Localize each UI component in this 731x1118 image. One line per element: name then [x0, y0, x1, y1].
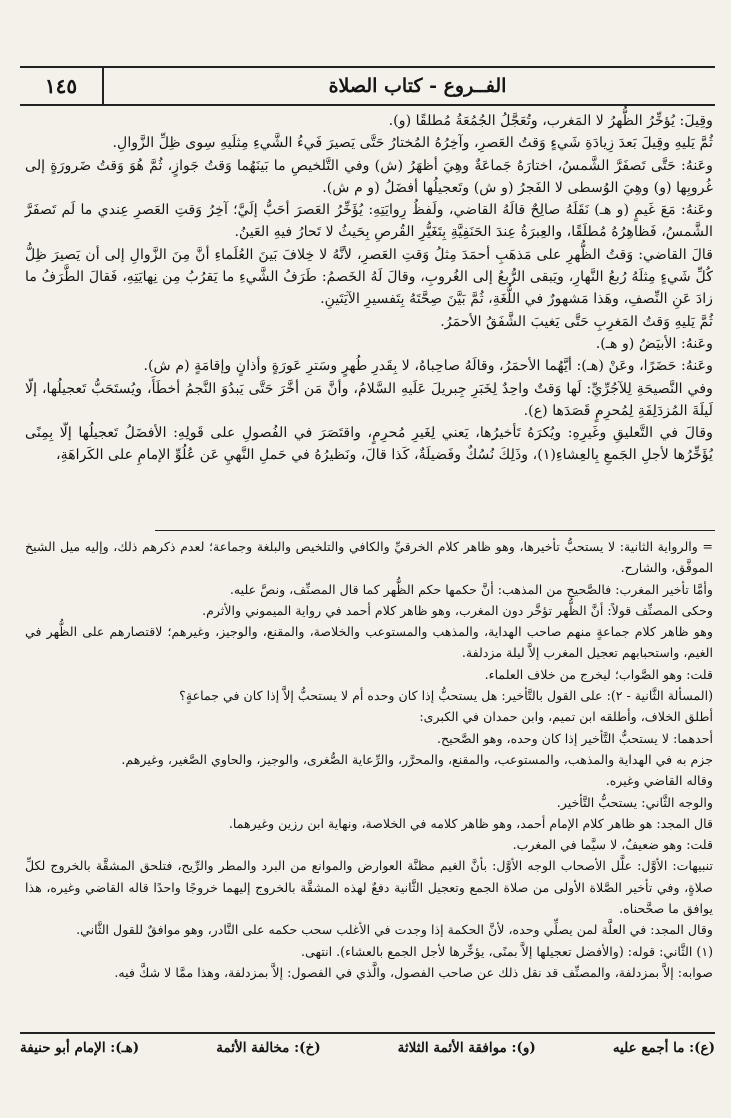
symbol-legend — [20, 1036, 715, 1060]
note-paragraph: تنبيهات: الأوَّل: علَّل الأصحاب الوجه الأوَّل: بأنَّ الغيم مظنَّة العوارض والموانع من البرد والمطر والرِّيح، فتلحق المشقَّة بالخروج لكلِّ صلاةٍ، وفي تأخير الصَّلاة الأولى من صلاة الجمع وتعجيل الثَّانية دفعٌ لهذه المشقَّة بالخروج إليهما خروجًا واحدًا قاله القاضي وغيره، هذا يوافق ما صحَّحناه. — [25, 858, 713, 917]
legend-item: (ع): ما أجمع عليه — [612, 1040, 715, 1056]
note-paragraph: قلت: وهو ضعيفٌ، لا سيَّما في المغرب. — [512, 837, 713, 853]
legend-item: (و): موافقة الأئمة الثلاثة — [397, 1040, 536, 1056]
note-paragraph: وقاله القاضي وغيره. — [605, 773, 713, 789]
main-paragraph: وعَنهُ: مَعَ غَيمٍ (و هـ) نَقَلَهُ صالِحٌ قالَهُ القاضي، ولَفظُ رِوايَتِهِ: يُؤَخِّرُ العَصرَ أحَبُّ إلَيَّ؛ آخِرُ وَقتِ العَصرِ عِندي ما لَم تَصفَرَّ الشَّمسُ، فَظاهِرُهُ مُطلَقًا، والعِبرَةُ عِندَ الحَنَفِيَّةِ بِتَغَيُّرِ القُرصِ بِحَيثُ لا تَحارُ فيهِ العَينُ. — [25, 202, 713, 241]
note-paragraph: جزم به في الهداية والمذهب، والمستوعب، والمقنع، والمحرَّر، والرِّعاية الصُّغرى، والوجيز، والحاوي الصَّغير، وغيرهم. — [121, 751, 713, 767]
note-paragraph: وأمَّا تأخير المغرب: فالصَّحيح من المذهب: أنَّ حكمها حكم الظُّهر كما قال المصنِّف، ونصَّ عليه. — [229, 581, 713, 597]
commentary-notes — [25, 536, 713, 983]
note-paragraph: أحدهما: لا يستحبُّ التَّأخير إذا كان وحده، وهو الصَّحيح. — [436, 730, 713, 746]
legend-item: (خ): مخالفة الأئمة — [216, 1040, 321, 1056]
main-paragraph: وعَنهُ: حَتَّى تَصفَرَّ الشَّمسُ، اختارَهُ جَماعَةٌ وهِيَ أظهَرُ (ش) وفي التَّلخيصِ ما بَينَهُما وَقتُ جَوازٍ، ثُمَّ هُوَ وَقتُ ضَرورَةٍ إلى غُروبِها (و) وهِيَ الوُسطى لا الفَجرُ (و ش) وتَعجيلُها أفضَلُ (و م ش). — [25, 157, 713, 196]
main-paragraph: وقالَ في التَّعليقِ وغَيرِهِ: ويُكرَهُ تَأخيرُها، يَعني لِغَيرِ مُحرِمٍ، واقتَصَرَ في الفُصولِ على قَولِهِ: الأفضَلُ تَعجيلُها إلّا بِمِنًى يُؤَخِّرُها لأجلِ الجَمعِ بِالعِشاءِ(١)، وذَلِكَ نُسُكٌ وفَضيلَةٌ، كَذا قالَ، ونَظيرُهُ في حَملِ النَّهيِ عَن عُلُوِّ الإمامِ على الكَراهَةِ، — [25, 425, 713, 464]
main-paragraph: قالَ القاضي: وَقتُ الظُّهرِ على مَذهَبِ أحمَدَ مِثلُ وَقتِ العَصرِ، لأنَّهُ لا خِلافَ بَينَ العُلَماءِ أنَّ مِنَ الزَّوالِ إلى أن يَصيرَ ظِلُّ كُلِّ شَيءٍ مِثلَهُ رُبعُ النَّهارِ، ويَبقى الرُّبعُ إلى الغُروبِ، وقالَ لَهُ الخَصمُ: طَرَفُ الشَّيءِ ما يَقرُبُ مِن نِهايَتِهِ، فَقالَ الطَّرَفُ ما زادَ عَنِ النِّصفِ، وهَذا مَشهورٌ في اللُّغَةِ، ثُمَّ بَيَّنَ صِحَّتَهُ بِتَفسيرِ الآيَتَينِ. — [25, 246, 713, 308]
page-number: ١٤٥ — [20, 68, 104, 104]
main-paragraph: ثُمَّ يَليهِ وقِيلَ بَعدَ زِيادَةِ شَيءٍ وَقتُ العَصرِ، وآخِرُهُ المُختارُ حَتَّى يَصيرَ فَيءُ الشَّيءِ مِثلَيهِ سِوى ظِلِّ الزَّوالِ. — [112, 135, 713, 152]
note-paragraph: وقال المجد: في العلَّة لمن يصلِّي وحده، لأنَّ الحكمة إذا وجدت في الأغلب سحب حكمه على النَّادر، وهو موافقٌ للقول الثَّاني. — [76, 922, 713, 938]
note-paragraph: والوجه الثَّاني: يستحبُّ التَّأخير. — [556, 794, 713, 810]
main-paragraph: وفي النَّصيحَةِ لِلآجُرِّيِّ: لَها وَقتٌ واحِدٌ لِخَبَرِ جِبريلَ عَلَيهِ السَّلامُ، وأنَّ مَن أخَّرَ حَتَّى يَبدُوَ النَّجمُ أخطَأَ، ويُستَحَبُّ تَعجيلُها، إلّا لَيلَةَ المُزدَلِفَةِ لِمُحرِمٍ قَصَدَها (ع). — [25, 380, 713, 419]
note-paragraph: (المسألة الثَّانية - ٢): على القول بالتَّأخير: هل يستحبُّ إذا كان وحده أم لا يستحبُّ إلاَّ إذا كان في جماعةٍ؟ — [179, 688, 713, 704]
main-paragraph: وعَنهُ: الأبيَضُ (و هـ). — [595, 335, 713, 352]
legend-item: (هـ): الإمام أبو حنيفة — [20, 1040, 140, 1056]
note-paragraph: أطلق الخلاف، وأطلقه ابن تميم، وابن حمدان في الكبرى: — [419, 709, 713, 725]
note-paragraph: وحكى المصنِّف قولاً: أنَّ الظُّهر تؤخَّر دون المغرب، وهو ظاهر كلام أحمد في رواية الميموني والأثرم. — [202, 602, 713, 618]
note-paragraph: قلت: وهو الصَّواب؛ ليخرج من خلاف العلماء. — [484, 666, 713, 682]
main-paragraph: ثُمَّ يَليهِ وَقتُ المَغرِبِ حَتَّى يَغيبَ الشَّفَقُ الأحمَرُ. — [440, 313, 713, 330]
main-paragraph: وقِيلَ: يُؤخِّرُ الظُّهرُ لا المَغرب، وتُعَجَّلُ الجُمُعَةُ مُطلقًا (و). — [388, 113, 713, 129]
page-header — [20, 66, 715, 106]
running-title: الفــروع - كتاب الصلاة — [328, 75, 507, 97]
note-paragraph: صوابه: إلاَّ بمزدلفة، والمصنِّف قد نقل ذلك عن صاحب الفصول، والَّذي في الفصول: إلاَّ بمزدلفة، وهذا ممَّا لا شكَّ فيه. — [114, 964, 713, 980]
note-paragraph: قال المجد: هو ظاهر كلام الإمام أحمد، وهو ظاهر كلامه في الخلاصة، ونهاية ابن رزين وغيرهما. — [228, 815, 713, 831]
legend-divider — [20, 1032, 715, 1034]
main-text — [25, 110, 713, 467]
footnote-divider — [155, 530, 715, 531]
main-paragraph: وعَنهُ: حَضَرًا، وعَنْ (هـ): أيَّهُما الأحمَرُ، وقالَهُ صاحِباهُ، لا بِقَدرِ طُهرٍ وسَترِ عَورَةٍ وأذانٍ وإقامَةٍ (م ش). — [143, 358, 713, 375]
note-paragraph: (١) الثَّاني: قوله: (والأفضل تعجيلها إلاَّ بمنًى، يؤخِّرها لأجل الجمع بالعشاء). انتهى. — [301, 943, 713, 959]
note-paragraph: = والرواية الثانية: لا يستحبُّ تأخيرها، وهو ظاهر كلام الخرقيِّ والكافي والتلخيص والبلغة وجماعة؛ لعدم ذكرهم ذلك، وإليه ميل الشيخ الموفَّق، والشارح. — [25, 539, 713, 576]
note-paragraph: وهو ظاهر كلام جماعةٍ منهم صاحب الهداية، والمذهب والمستوعب والخلاصة، والمقنع، والوجيز، وغيرهم؛ لاقتصارهم على الظُّهر في الغيم، واستحبابهم تعجيل المغرب إلاَّ ليلة مزدلفة. — [25, 624, 713, 661]
